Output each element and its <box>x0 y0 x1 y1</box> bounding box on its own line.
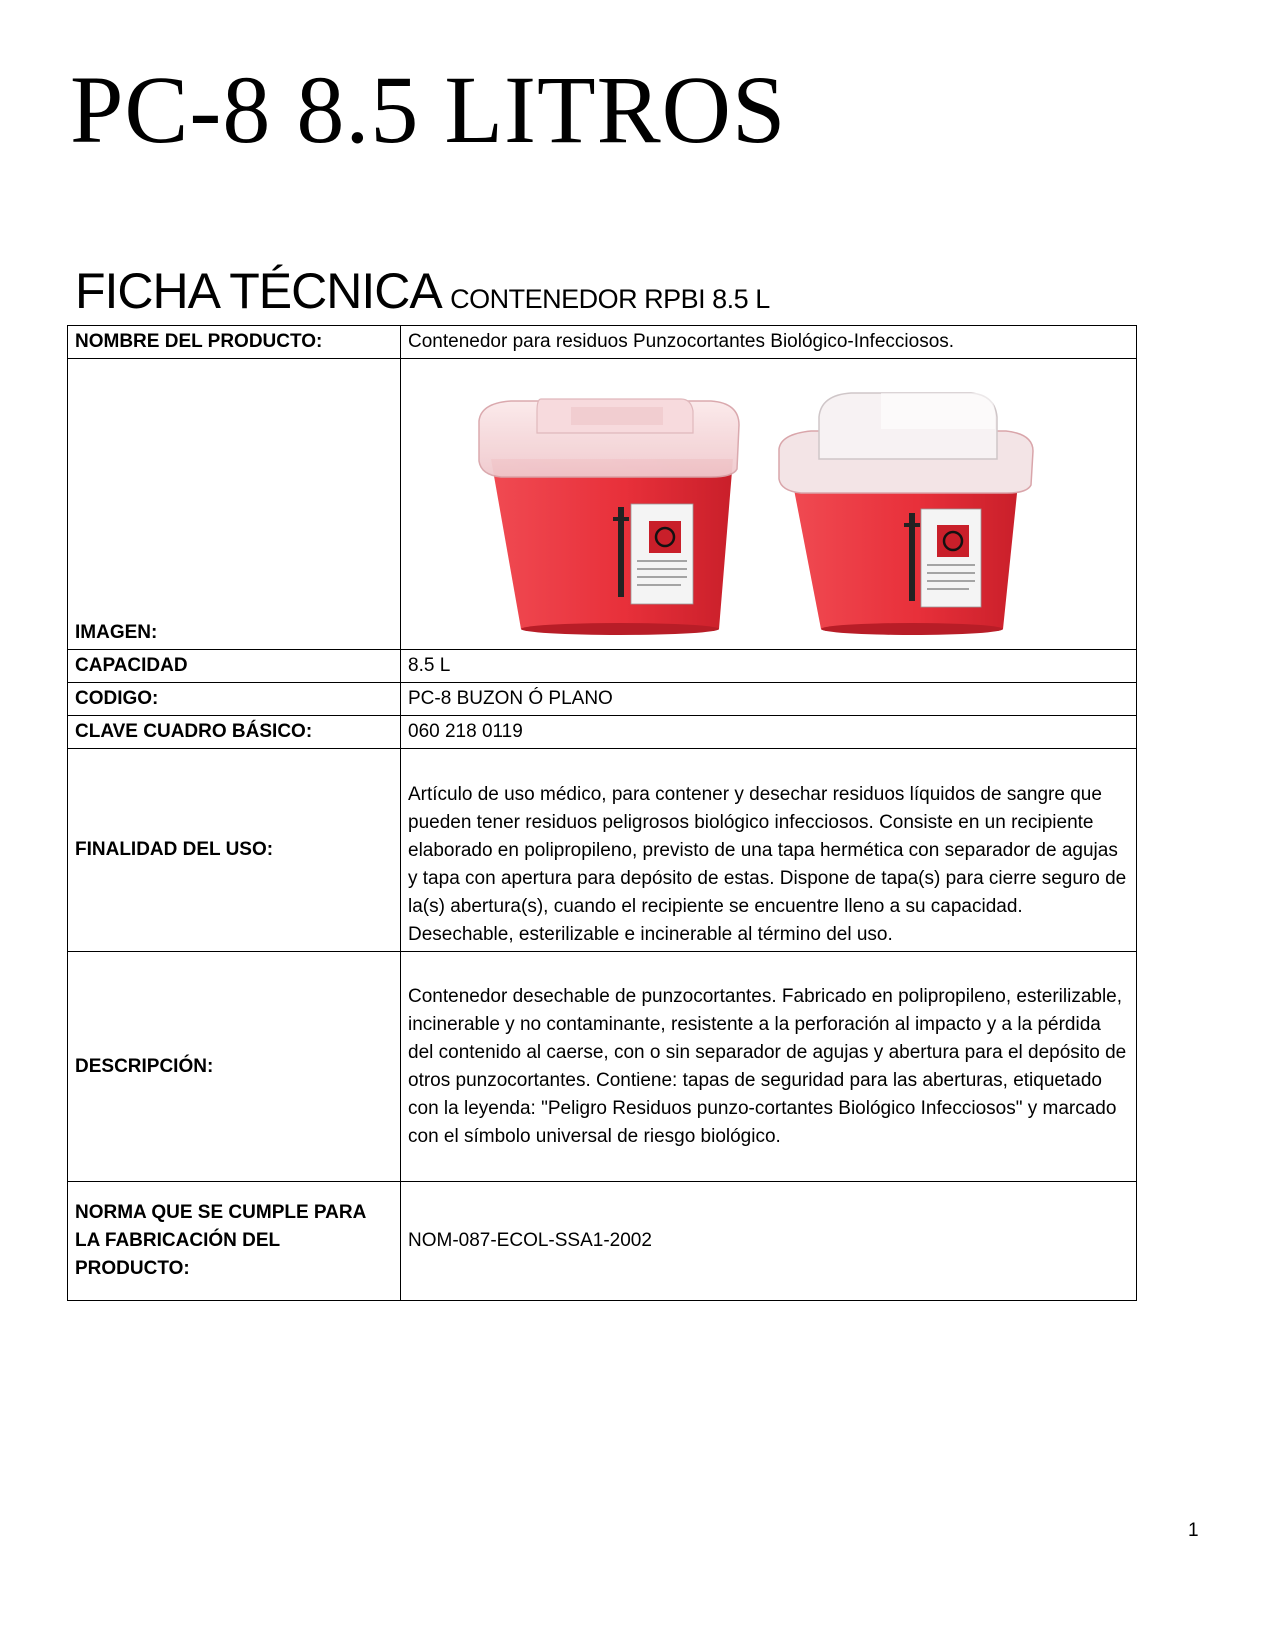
spec-row-product-name <box>68 326 1137 359</box>
mailbox-lid-container-image <box>771 389 1041 639</box>
spec-label: DESCRIPCIÓN: <box>68 952 401 1182</box>
sheet-heading-main: FICHA TÉCNICA <box>75 263 442 319</box>
spec-row-code <box>68 683 1137 716</box>
spec-row-purpose <box>68 749 1137 952</box>
spec-table <box>67 325 1137 1301</box>
spec-value: Artículo de uso médico, para contener y desechar residuos líquidos de sangre que pueden tener residuos peligrosos biológico infecciosos. Consiste en un recipiente elaborado en polipropileno, previsto de una tapa hermética con separador de agujas y tapa con apertura para depósito de estas. Dispone de tapa(s) para cierre seguro de la(s) abertura(s), cuando el recipiente se encuentre lleno a su capacidad. Desechable, esterilizable e incinerable al término del uso. <box>401 749 1137 952</box>
spec-label: NOMBRE DEL PRODUCTO: <box>68 326 401 359</box>
spec-value: 8.5 L <box>401 650 1137 683</box>
spec-label: FINALIDAD DEL USO: <box>68 749 401 952</box>
sheet-heading-secondary: CONTENEDOR RPBI 8.5 L <box>450 284 770 314</box>
spec-row-capacity <box>68 650 1137 683</box>
spec-value: Contenedor para residuos Punzocortantes Biológico-Infecciosos. <box>401 326 1137 359</box>
spec-value: PC-8 BUZON Ó PLANO <box>401 683 1137 716</box>
spec-row-basic-key <box>68 716 1137 749</box>
product-image-cell <box>401 359 1137 650</box>
page-number: 1 <box>1188 1520 1199 1541</box>
flat-lid-container-image <box>471 389 751 639</box>
spec-label: NORMA QUE SE CUMPLE PARA LA FABRICACIÓN DEL PRODUCTO: <box>68 1182 401 1301</box>
spec-value: NOM-087-ECOL-SSA1-2002 <box>401 1182 1137 1301</box>
spec-label: CAPACIDAD <box>68 650 401 683</box>
spec-row-description <box>68 952 1137 1182</box>
spec-value: Contenedor desechable de punzocortantes. Fabricado en polipropileno, esterilizable, incinerable y no contaminante, resistente a la perforación al impacto y a la pérdida del contenido al caerse, con o sin separador de agujas y abertura para el depósito de otros punzocortantes. Contiene: tapas de seguridad para las aberturas, etiquetado con la leyenda: "Peligro Residuos punzo-cortantes Biológico Infecciosos" y marcado con el símbolo universal de riesgo biológico. <box>401 952 1137 1182</box>
sheet-heading <box>75 262 770 320</box>
spec-value: 060 218 0119 <box>401 716 1137 749</box>
document-title: PC-8 8.5 LITROS <box>70 56 787 163</box>
spec-label: CODIGO: <box>68 683 401 716</box>
spec-label: IMAGEN: <box>68 359 401 650</box>
spec-row-image <box>68 359 1137 650</box>
spec-label: CLAVE CUADRO BÁSICO: <box>68 716 401 749</box>
spec-row-standard <box>68 1182 1137 1301</box>
